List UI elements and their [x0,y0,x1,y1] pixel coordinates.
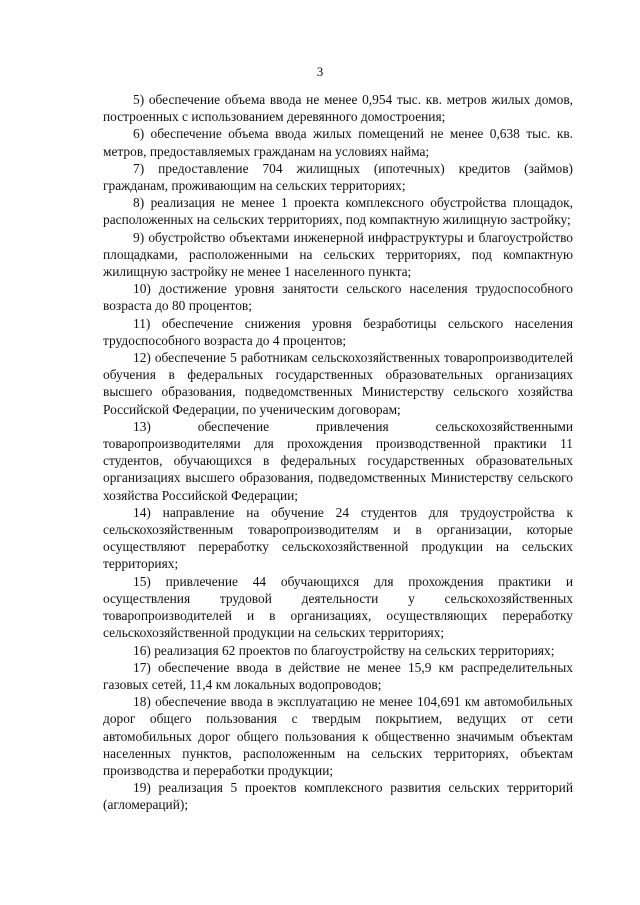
list-item: 15) привлечение 44 обучающихся для прохождения практики и осуществления трудовой деятельности у сельскохозяйственных товаропроизводителей и в организациях, осуществляющих переработку сельскохозяйственной продукции на сельских территориях; [103,573,573,641]
list-item: 17) обеспечение ввода в действие не менее 15,9 км распределительных газовых сетей, 11,4 км локальных водопроводов; [103,659,573,692]
page-number: 3 [316,64,324,79]
list-item: 11) обеспечение снижения уровня безработицы сельского населения трудоспособного возраста до 4 процентов; [103,315,573,348]
list-item: 5) обеспечение объема ввода не менее 0,954 тыс. кв. метров жилых домов, построенных с использованием деревянного домостроения; [103,92,573,125]
list-item: 19) реализация 5 проектов комплексного развития сельских территорий (агломераций); [103,780,573,813]
list-item: 6) обеспечение объема ввода жилых помещений не менее 0,638 тыс. кв. метров, предоставляемых гражданам на условиях найма; [103,126,573,159]
list-item: 10) достижение уровня занятости сельского населения трудоспособного возраста до 80 процентов; [103,281,573,314]
document-body [103,91,573,814]
list-item: 12) обеспечение 5 работникам сельскохозяйственных товаропроизводителей обучения в федеральных государственных образовательных организациях высшего образования, подведомственных Министерству сельского хозяйства Российской Федерации, по ученическим договорам; [103,350,573,417]
list-item: 16) реализация 62 проектов по благоустройству на сельских территориях; [133,642,555,658]
list-item: 18) обеспечение ввода в эксплуатацию не менее 104,691 км автомобильных дорог общего пользования с твердым покрытием, ведущих от сети автомобильных дорог общего пользования к общественно значимым объектам населенных пунктов, расположенным на сельских территориях, объектам производства и переработки продукции; [103,694,573,778]
list-item: 14) направление на обучение 24 студентов для трудоустройства к сельскохозяйственным товаропроизводителям и в организации, которые осуществляют переработку сельскохозяйственной продукции на сельских территориях; [103,504,573,572]
list-item: 8) реализация не менее 1 проекта комплексного обустройства площадок, расположенных на сельских территориях, под компактную жилищную застройку; [103,195,573,228]
list-item: 13) обеспечение привлечения сельскохозяйственными товаропроизводителями для прохождения производственной практики 11 студентов, обучающихся в федеральных государственных образовательных организациях высшего образования, подведомственных Министерству сельского хозяйства Российской Федерации; [103,418,573,503]
list-item: 9) обустройство объектами инженерной инфраструктуры и благоустройство площадками, расположенными на сельских территориях, под компактную жилищную застройку не менее 1 населенного пункта; [103,229,573,280]
list-item: 7) предоставление 704 жилищных (ипотечных) кредитов (займов) гражданам, проживающим на сельских территориях; [103,160,573,194]
